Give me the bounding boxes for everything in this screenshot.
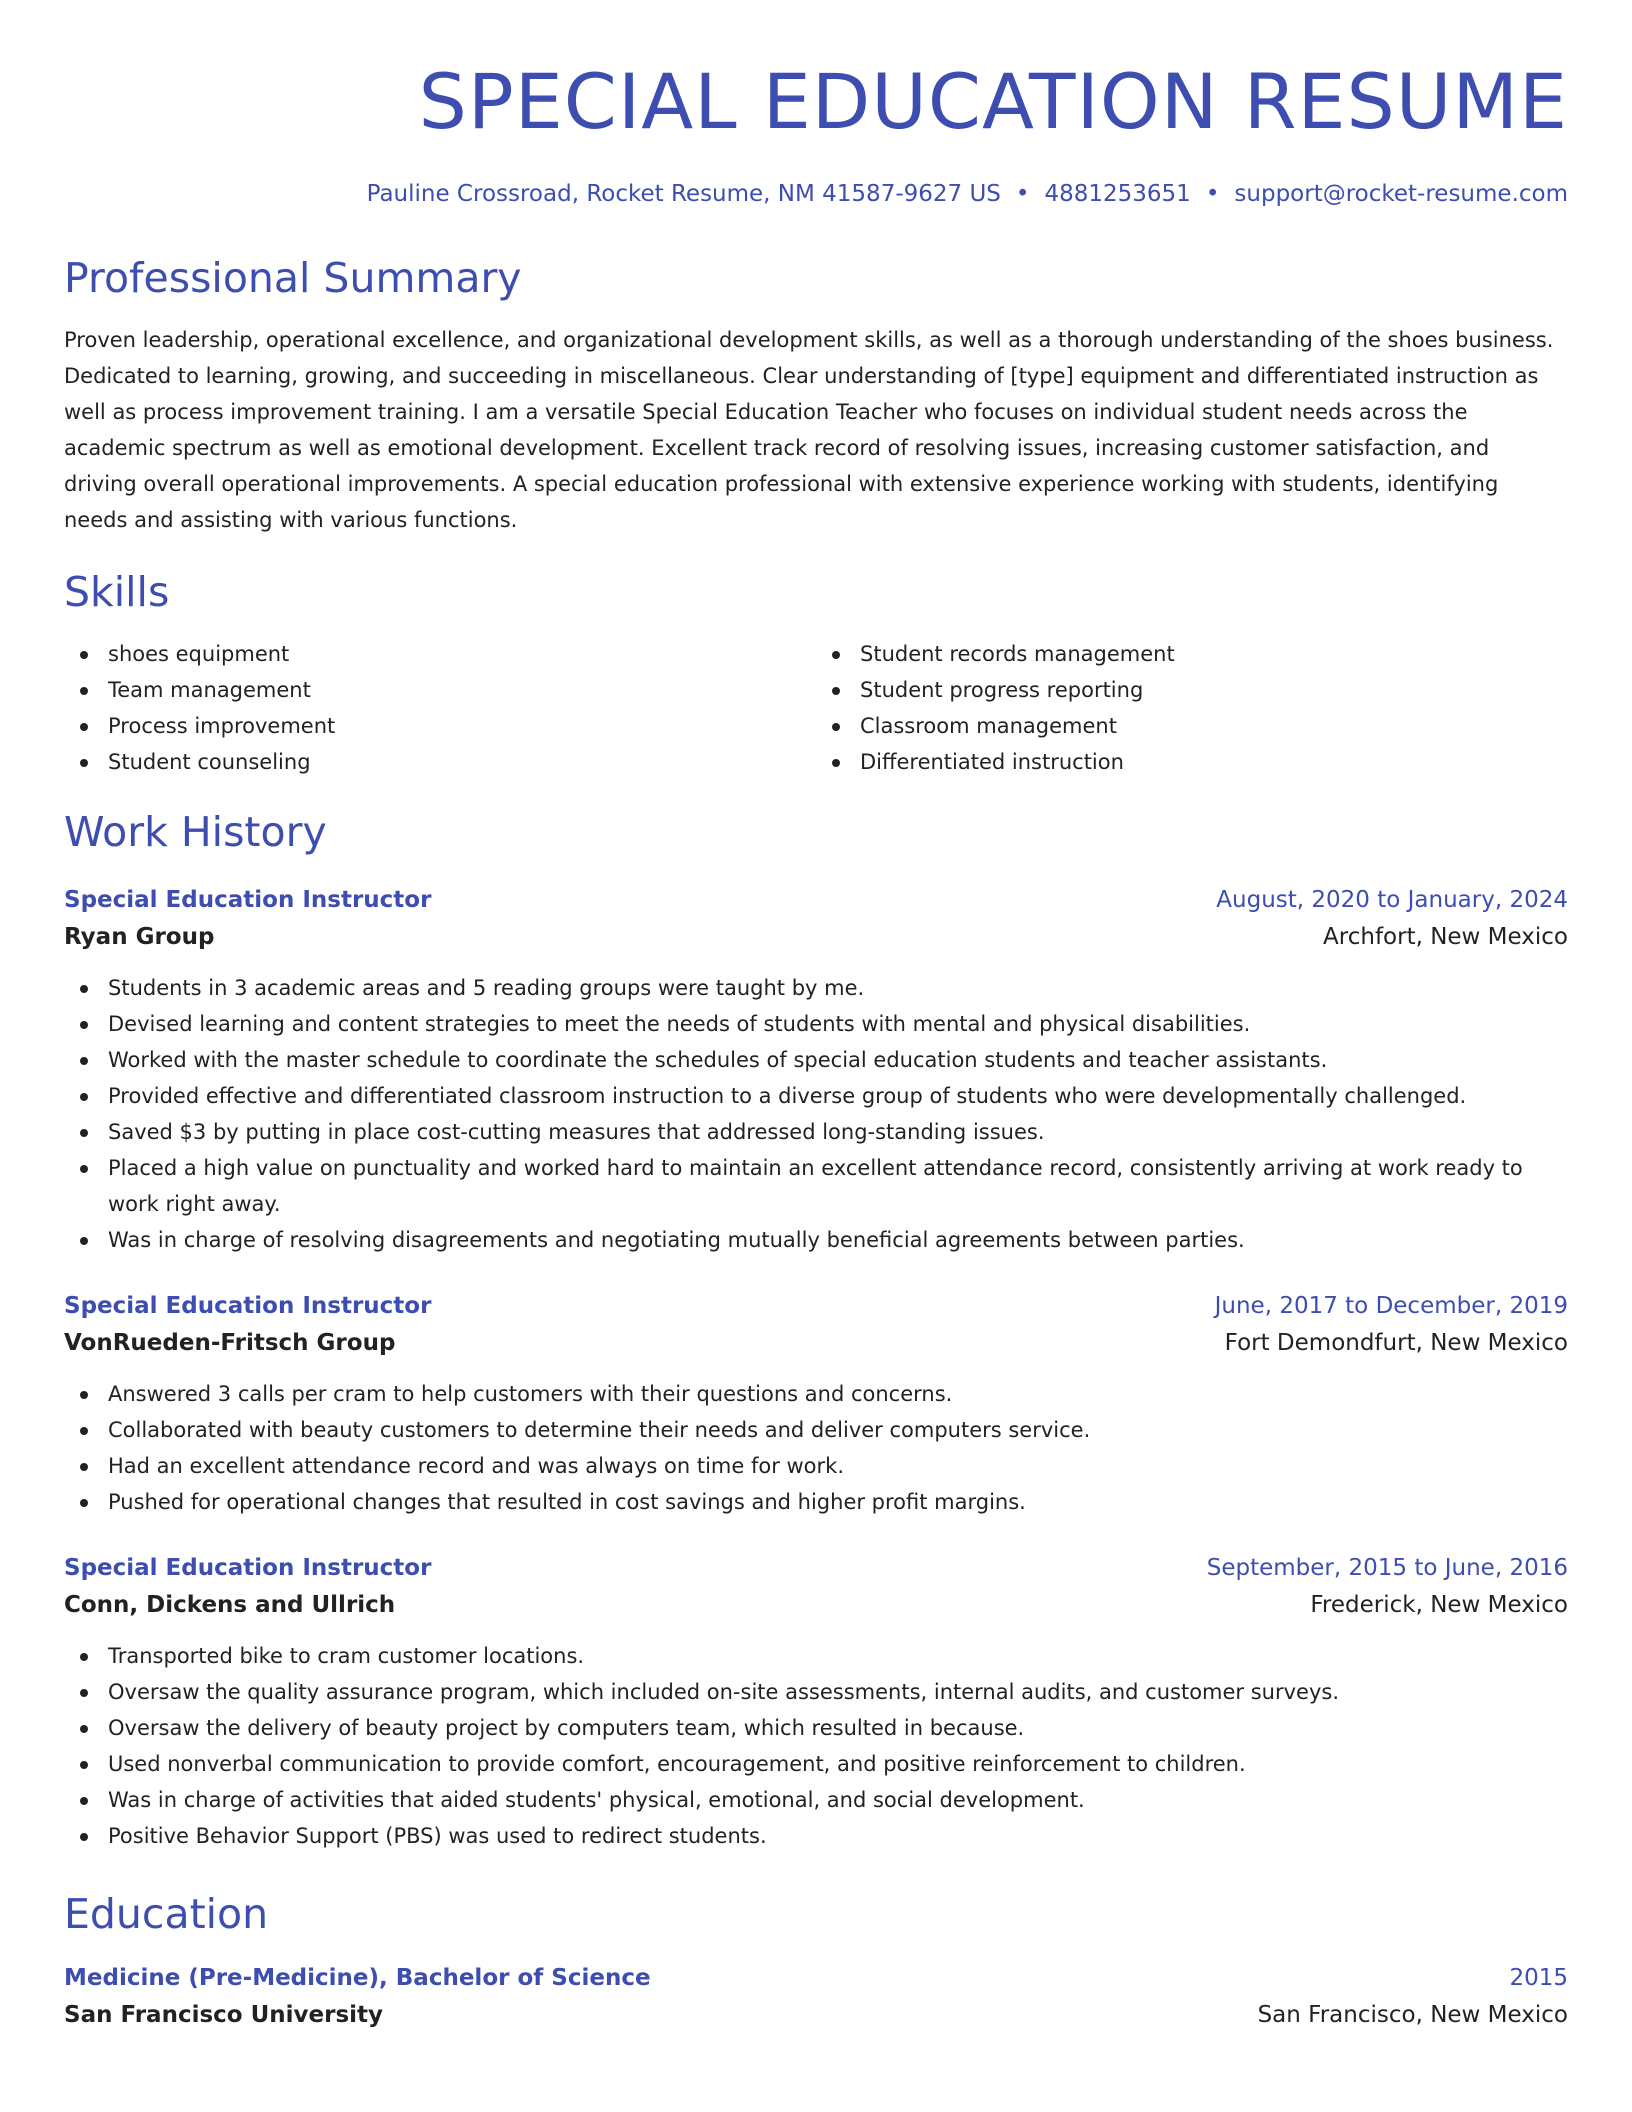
job-dates: August, 2020 to January, 2024 xyxy=(1216,887,1568,913)
contact-phone: 4881253651 xyxy=(1044,181,1191,207)
contact-address: Pauline Crossroad, Rocket Resume, NM 41587-9627 US xyxy=(366,181,1001,207)
resume-title: SPECIAL EDUCATION RESUME xyxy=(418,57,1568,146)
job-employer-row xyxy=(64,1586,1568,1624)
job-duty-item: Used nonverbal communication to provide comfort, encouragement, and positive reinforcement to children. xyxy=(64,1746,1568,1782)
job-header-row xyxy=(64,1288,1568,1324)
work-history-section xyxy=(64,804,1568,1854)
resume-header xyxy=(64,52,1568,210)
contact-email: support@rocket-resume.com xyxy=(1234,181,1568,207)
skill-item: Differentiated instruction xyxy=(816,744,1568,780)
job-location: Frederick, New Mexico xyxy=(1310,1592,1568,1618)
section-heading-education: Education xyxy=(64,1890,269,1938)
job-duties-list xyxy=(64,970,1568,1258)
job-duty-item: Devised learning and content strategies to meet the needs of students with mental and physical disabilities. xyxy=(64,1006,1568,1042)
job-employer: VonRueden-Fritsch Group xyxy=(64,1330,396,1356)
job-duty-item: Oversaw the quality assurance program, which included on-site assessments, internal audits, and customer surveys. xyxy=(64,1674,1568,1710)
skill-item: Student records management xyxy=(816,636,1568,672)
job-duty-item: Positive Behavior Support (PBS) was used to redirect students. xyxy=(64,1818,1568,1854)
skill-item: Team management xyxy=(64,672,816,708)
job-entry xyxy=(64,1288,1568,1520)
education-location: San Francisco, New Mexico xyxy=(1257,2002,1568,2028)
job-employer: Ryan Group xyxy=(64,924,215,950)
job-header-row xyxy=(64,1550,1568,1586)
education-header-row xyxy=(64,1960,1568,1996)
job-title: Special Education Instructor xyxy=(64,1555,432,1581)
job-duty-item: Was in charge of resolving disagreements and negotiating mutually beneficial agreements between parties. xyxy=(64,1222,1568,1258)
job-duty-item: Students in 3 academic areas and 5 reading groups were taught by me. xyxy=(64,970,1568,1006)
job-duty-item: Transported bike to cram customer locations. xyxy=(64,1638,1568,1674)
job-duty-item: Worked with the master schedule to coordinate the schedules of special education students and teacher assistants. xyxy=(64,1042,1568,1078)
job-employer-row xyxy=(64,918,1568,956)
job-location: Fort Demondfurt, New Mexico xyxy=(1224,1330,1568,1356)
job-title: Special Education Instructor xyxy=(64,887,432,913)
section-heading-summary: Professional Summary xyxy=(64,254,522,302)
job-location: Archfort, New Mexico xyxy=(1323,924,1568,950)
education-section xyxy=(64,1886,1568,2034)
contact-line xyxy=(64,178,1568,210)
job-duty-item: Was in charge of activities that aided students' physical, emotional, and social development. xyxy=(64,1782,1568,1818)
section-heading-skills: Skills xyxy=(64,568,170,616)
job-header-row xyxy=(64,882,1568,918)
education-degree: Medicine (Pre-Medicine), Bachelor of Science xyxy=(64,1965,651,1991)
skill-item: Student counseling xyxy=(64,744,816,780)
job-title: Special Education Instructor xyxy=(64,1293,432,1319)
job-entry xyxy=(64,882,1568,1258)
job-duties-list xyxy=(64,1376,1568,1520)
job-employer-row xyxy=(64,1324,1568,1362)
job-duties-list xyxy=(64,1638,1568,1854)
skill-item: Classroom management xyxy=(816,708,1568,744)
education-school-row xyxy=(64,1996,1568,2034)
job-duty-item: Oversaw the delivery of beauty project by computers team, which resulted in because. xyxy=(64,1710,1568,1746)
job-duty-item: Provided effective and differentiated classroom instruction to a diverse group of students who were developmentally challenged. xyxy=(64,1078,1568,1114)
skills-column-right xyxy=(816,636,1568,780)
summary-text: Proven leadership, operational excellence, and organizational development skills, as well as a thorough understanding of the shoes business. Dedicated to learning, growing, and succeeding in miscellaneous. Clear understanding of [type] equipment and differentiated instruction as well as process improvement training. I am a versatile Special Education Teacher who focuses on individual student needs across the academic spectrum as well as emotional development. Excellent track record of resolving issues, increasing customer satisfaction, and driving overall operational improvements. A special education professional with extensive experience working with students, identifying needs and assisting with various functions. xyxy=(64,328,1554,532)
contact-separator: • xyxy=(1205,181,1220,207)
skills-column-left xyxy=(64,636,816,780)
job-employer: Conn, Dickens and Ullrich xyxy=(64,1592,396,1618)
job-duty-item: Collaborated with beauty customers to determine their needs and deliver computers service. xyxy=(64,1412,1568,1448)
section-heading-work-history: Work History xyxy=(64,808,327,856)
job-dates: September, 2015 to June, 2016 xyxy=(1206,1555,1568,1581)
education-school: San Francisco University xyxy=(64,2002,384,2028)
skill-item: Process improvement xyxy=(64,708,816,744)
education-entry xyxy=(64,1960,1568,2034)
skills-section xyxy=(64,564,1568,780)
job-duty-item: Answered 3 calls per cram to help customers with their questions and concerns. xyxy=(64,1376,1568,1412)
job-duty-item: Had an excellent attendance record and was always on time for work. xyxy=(64,1448,1568,1484)
skill-item: Student progress reporting xyxy=(816,672,1568,708)
skills-grid xyxy=(64,636,1568,780)
professional-summary-section xyxy=(64,250,1568,538)
job-entry xyxy=(64,1550,1568,1854)
contact-separator: • xyxy=(1015,181,1030,207)
education-year: 2015 xyxy=(1509,1965,1568,1991)
job-duty-item: Pushed for operational changes that resulted in cost savings and higher profit margins. xyxy=(64,1484,1568,1520)
job-duty-item: Saved $3 by putting in place cost-cutting measures that addressed long-standing issues. xyxy=(64,1114,1568,1150)
job-dates: June, 2017 to December, 2019 xyxy=(1214,1293,1568,1319)
job-duty-item: Placed a high value on punctuality and worked hard to maintain an excellent attendance record, consistently arriving at work ready to work right away. xyxy=(64,1150,1568,1222)
skill-item: shoes equipment xyxy=(64,636,816,672)
